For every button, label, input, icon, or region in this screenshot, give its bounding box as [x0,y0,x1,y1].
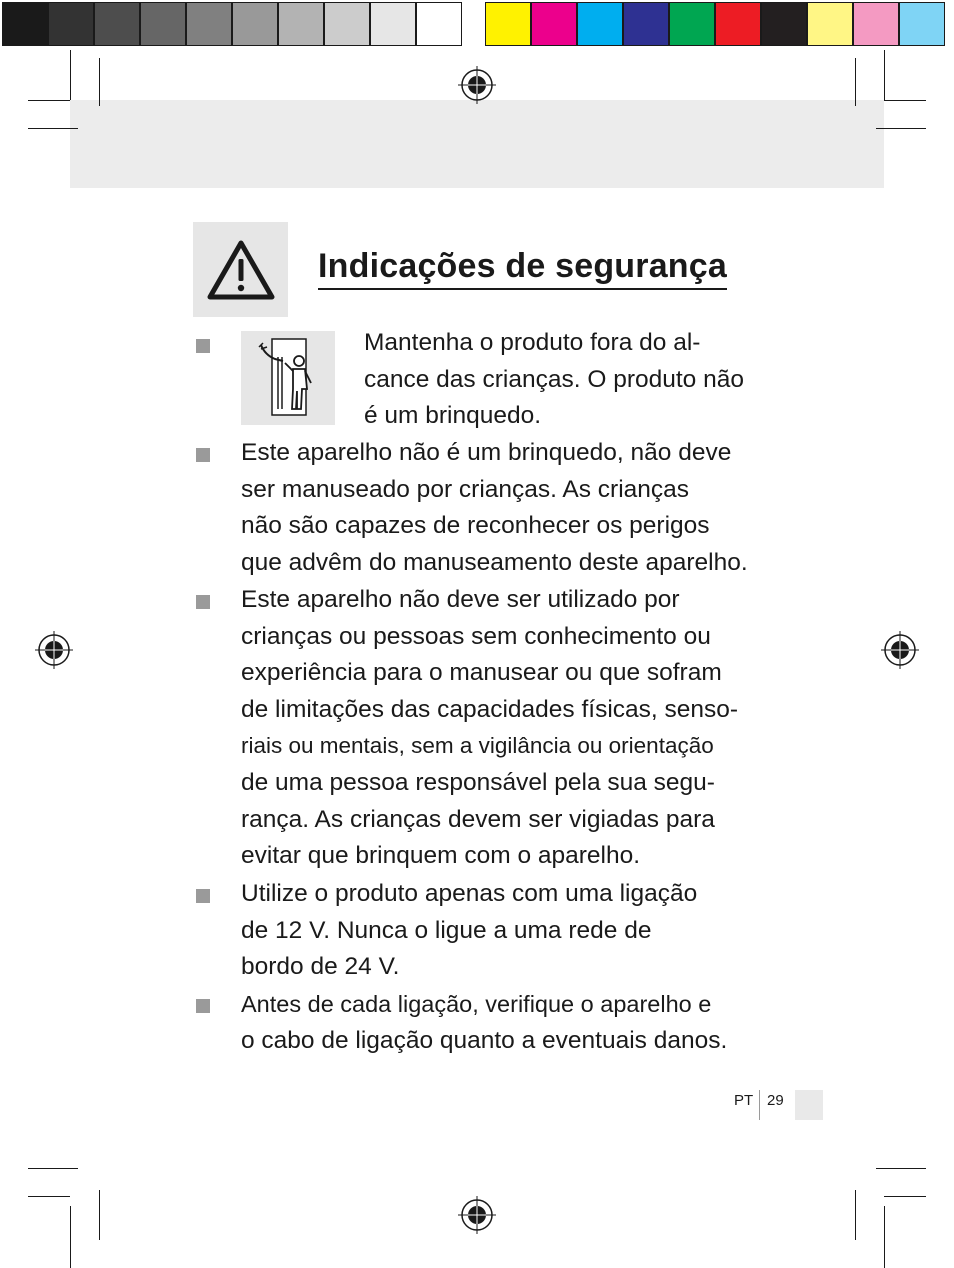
color-swatch [48,2,94,46]
warning-panel [193,222,288,317]
registration-mark-icon [458,1196,496,1234]
registration-mark-icon [35,631,73,669]
text-line: que advêm do manuseamento deste aparelho. [241,548,748,576]
grayscale-color-bar [2,2,462,48]
safety-item-5 [241,986,761,1059]
safety-item-3 [241,582,761,875]
registration-mark-icon [458,66,496,104]
text-line: o cabo de ligação quanto a eventuais danos. [241,1026,728,1054]
text-line: evitar que brinquem com o aparelho. [241,842,641,870]
text-line: é um brinquedo. [364,402,542,430]
text-line: crianças ou pessoas sem conhecimento ou [241,622,711,650]
text-line: Este aparelho não é um brinquedo, não deve [241,439,732,466]
text-line: não são capazes de reconhecer os perigos [241,512,710,540]
safety-item-1 [364,325,764,435]
page-number: 29 [767,1092,784,1109]
color-swatch [140,2,186,46]
color-swatch [715,2,761,46]
color-swatch [623,2,669,46]
color-swatch [807,2,853,46]
text-line: Utilize o produto apenas com uma ligação [241,880,698,907]
section-title: Indicações de segurança [318,246,727,290]
safety-item-2 [241,435,761,581]
child-safety-panel [241,331,335,425]
text-line: de 12 V. Nunca o ligue a uma rede de [241,916,652,944]
text-line: Mantenha o produto fora do al- [364,329,701,356]
page-tab [795,1090,823,1120]
process-color-bar [485,2,945,48]
header-band [70,100,884,188]
text-line: cance das crianças. O produto não [364,365,744,393]
color-swatch [531,2,577,46]
color-swatch [577,2,623,46]
color-swatch [416,2,462,46]
registration-mark-icon [881,631,919,669]
footer-language: PT [734,1092,754,1109]
color-swatch [899,2,945,46]
text-line: bordo de 24 V. [241,953,400,981]
text-line: rança. As crianças devem ser vigiadas para [241,805,715,833]
color-swatch [324,2,370,46]
color-swatch [853,2,899,46]
color-swatch [370,2,416,46]
text-line: Este aparelho não deve ser utilizado por [241,586,680,613]
color-swatch [186,2,232,46]
list-bullet [196,999,210,1013]
warning-triangle-icon [206,239,276,301]
text-line: de limitações das capacidades físicas, senso- [241,695,739,723]
child-safety-icon [241,331,335,425]
footer-divider [759,1090,760,1120]
color-swatch [485,2,531,46]
color-swatch [669,2,715,46]
list-bullet [196,595,210,609]
safety-item-4 [241,876,761,986]
text-line: riais ou mentais, sem a vigilância ou orientação [241,733,714,759]
text-line: experiência para o manusear ou que sofram [241,659,722,687]
list-bullet [196,889,210,903]
color-swatch [761,2,807,46]
text-line: de uma pessoa responsável pela sua segu- [241,768,715,796]
color-swatch [278,2,324,46]
text-line: Antes de cada ligação, verifique o aparelho e [241,991,712,1017]
text-line: ser manuseado por crianças. As crianças [241,475,690,503]
color-swatch [94,2,140,46]
list-bullet [196,339,210,353]
color-swatch [232,2,278,46]
list-bullet [196,448,210,462]
color-swatch [2,2,48,46]
